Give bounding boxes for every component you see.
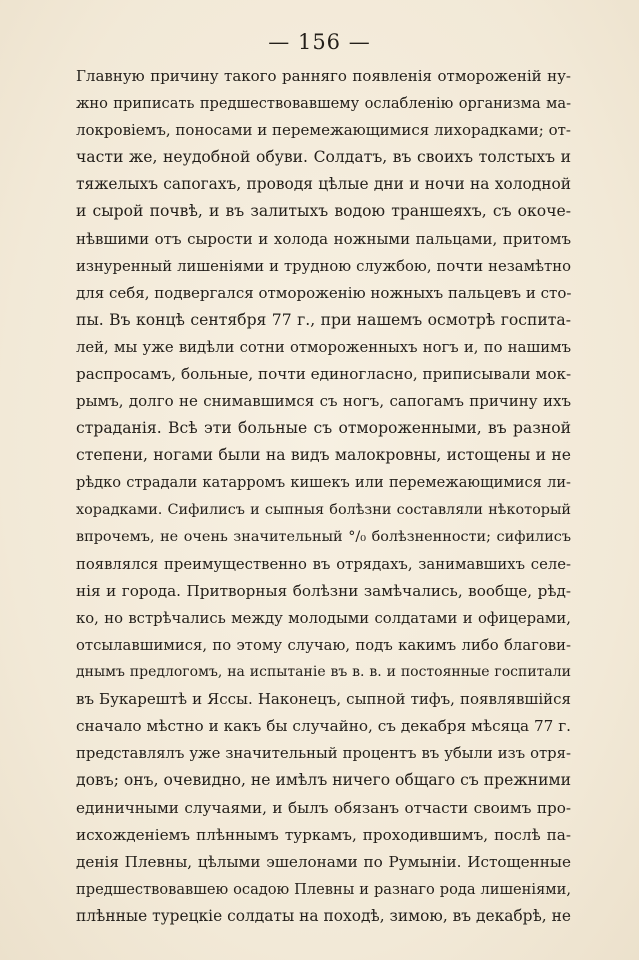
text-line: распросамъ, больные, почти единогласно, приписывали мок- [76,365,571,384]
text-line: нѣвшими отъ сырости и холода ножными пальцами, притомъ [76,229,571,248]
text-line: ко, но встрѣчались между молодыми солдатами и офицерами, [76,609,571,627]
page-number: — 156 — [268,30,371,54]
text-line: плѣнные турецкіе солдаты на походѣ, зимою, въ декабрѣ, не [76,906,571,925]
text-line: и сырой почвѣ, и въ залитыхъ водою траншеяхъ, съ окоче- [76,202,571,221]
text-line: тяжелыхъ сапогахъ, проводя цѣлые дни и ночи на холодной [76,175,571,194]
text-line: единичными случаями, и былъ обязанъ отчасти своимъ про- [76,798,571,817]
text-line: отсылавшимися, по этому случаю, подъ какимъ либо благови- [76,636,571,654]
text-line: для себя, подвергался отмороженію ножныхъ пальцевъ и сто- [76,283,571,302]
text-line: Главную причину такого ранняго появленія отмороженій ну- [76,67,571,85]
text-line: сначало мѣстно и какъ бы случайно, съ декабря мѣсяца 77 г. [76,717,571,736]
text-line: страданія. Всѣ эти больные съ отмороженными, въ разной [76,419,571,438]
text-line: довъ; онъ, очевидно, не имѣлъ ничего общаго съ прежними [76,771,571,790]
text-line: локровіемъ, поносами и перемежающимися лихорадками; от- [76,121,571,140]
text-line: хорадками. Сифилисъ и сыпныя болѣзни составляли нѣкоторый [76,501,571,518]
text-line: части же, неудобной обуви. Солдатъ, въ своихъ толстыхъ и [76,148,571,167]
text-line: предшествовавшею осадою Плевны и разнаго рода лишеніями, [76,880,571,898]
text-line: жно приписать предшествовавшему ослабленію организма ма- [76,95,571,113]
text-line: нія и города. Притворныя болѣзни замѣчались, вообще, рѣд- [76,581,571,600]
text-line: исхожденіемъ плѣннымъ туркамъ, проходившимъ, послѣ па- [76,825,571,844]
text-line: представлялъ уже значительный процентъ въ убыли изъ отря- [76,745,571,763]
text-line: днымъ предлогомъ, на испытаніе въ в. в. и постоянные госпитали [76,664,571,681]
text-line: появлялся преимущественно въ отрядахъ, занимавшихъ селе- [76,555,571,573]
text-line: степени, ногами были на видъ малокровны, истощены и не [76,446,571,465]
text-line: лей, мы уже видѣли сотни отмороженныхъ ногъ и, по нашимъ [76,338,571,356]
text-line: пы. Въ концѣ сентября 77 г., при нашемъ осмотрѣ госпита- [76,310,571,329]
body-text [76,63,571,930]
text-line: впрочемъ, не очень значительный °/₀ болѣзненности; сифилисъ [76,528,571,545]
text-line: изнуренный лишеніями и трудною службою, почти незамѣтно [76,257,571,275]
text-line: рѣдко страдали катарромъ кишекъ или перемежающимися ли- [76,474,571,492]
text-line: рымъ, долго не снимавшимся съ ногъ, сапогамъ причину ихъ [76,392,571,411]
text-line: денія Плевны, цѣлыми эшелонами по Румыніи. Истощенные [76,852,571,871]
text-line: въ Букарештѣ и Яссы. Наконецъ, сыпной тифъ, появлявшійся [76,690,571,709]
